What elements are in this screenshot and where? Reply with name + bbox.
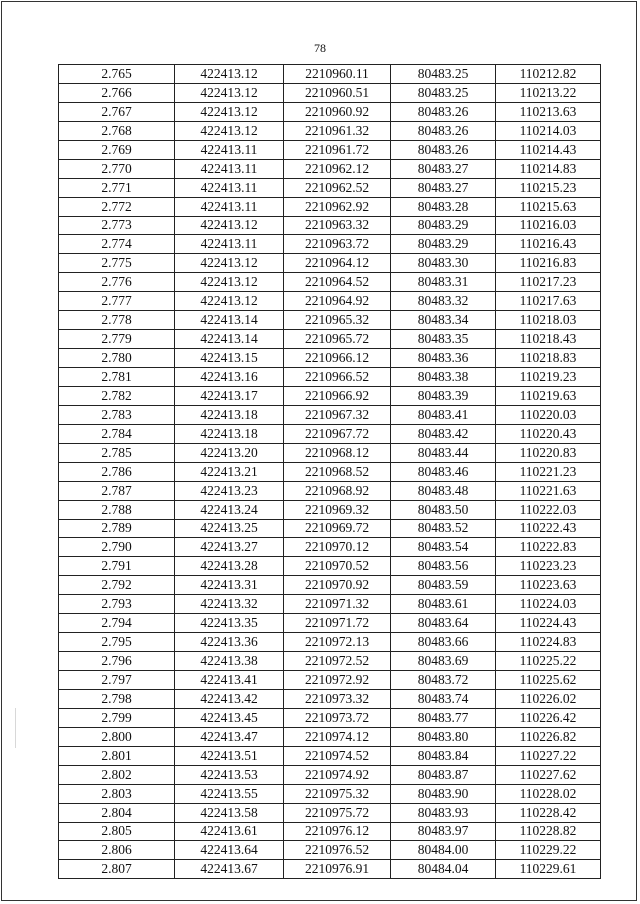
value-d-cell: 110216.43 [496, 235, 601, 254]
table-row [59, 765, 601, 784]
value-d-cell: 110228.02 [496, 784, 601, 803]
point-id-cell: 2.783 [59, 405, 175, 424]
value-c-cell: 80483.38 [391, 368, 496, 387]
value-d-cell: 110220.83 [496, 443, 601, 462]
value-b-cell: 2210962.52 [284, 178, 391, 197]
point-id-cell: 2.768 [59, 121, 175, 140]
value-d-cell: 110224.43 [496, 614, 601, 633]
value-d-cell: 110222.03 [496, 500, 601, 519]
table-row [59, 708, 601, 727]
value-a-cell: 422413.51 [175, 746, 284, 765]
value-c-cell: 80483.74 [391, 689, 496, 708]
table-row [59, 178, 601, 197]
point-id-cell: 2.771 [59, 178, 175, 197]
value-b-cell: 2210971.32 [284, 595, 391, 614]
value-c-cell: 80483.26 [391, 121, 496, 140]
value-b-cell: 2210966.92 [284, 386, 391, 405]
value-b-cell: 2210973.72 [284, 708, 391, 727]
value-b-cell: 2210975.72 [284, 803, 391, 822]
value-d-cell: 110215.63 [496, 197, 601, 216]
value-b-cell: 2210964.92 [284, 292, 391, 311]
value-c-cell: 80483.61 [391, 595, 496, 614]
value-b-cell: 2210967.32 [284, 405, 391, 424]
point-id-cell: 2.781 [59, 368, 175, 387]
table-row [59, 254, 601, 273]
table-row [59, 538, 601, 557]
value-c-cell: 80484.04 [391, 860, 496, 879]
table-row [59, 65, 601, 84]
value-c-cell: 80483.93 [391, 803, 496, 822]
value-d-cell: 110217.23 [496, 273, 601, 292]
value-c-cell: 80483.27 [391, 159, 496, 178]
value-a-cell: 422413.17 [175, 386, 284, 405]
value-a-cell: 422413.12 [175, 254, 284, 273]
point-id-cell: 2.765 [59, 65, 175, 84]
value-d-cell: 110228.42 [496, 803, 601, 822]
point-id-cell: 2.767 [59, 102, 175, 121]
table-row [59, 83, 601, 102]
point-id-cell: 2.773 [59, 216, 175, 235]
value-b-cell: 2210963.72 [284, 235, 391, 254]
value-b-cell: 2210965.72 [284, 330, 391, 349]
value-b-cell: 2210967.72 [284, 424, 391, 443]
value-d-cell: 110218.03 [496, 311, 601, 330]
value-a-cell: 422413.12 [175, 121, 284, 140]
value-b-cell: 2210960.51 [284, 83, 391, 102]
value-a-cell: 422413.18 [175, 405, 284, 424]
value-c-cell: 80483.39 [391, 386, 496, 405]
value-d-cell: 110226.82 [496, 727, 601, 746]
value-c-cell: 80483.46 [391, 462, 496, 481]
table-row [59, 500, 601, 519]
value-b-cell: 2210974.12 [284, 727, 391, 746]
value-b-cell: 2210974.92 [284, 765, 391, 784]
table-row [59, 159, 601, 178]
value-c-cell: 80484.00 [391, 841, 496, 860]
value-c-cell: 80483.26 [391, 102, 496, 121]
value-b-cell: 2210972.52 [284, 652, 391, 671]
value-d-cell: 110226.42 [496, 708, 601, 727]
point-id-cell: 2.782 [59, 386, 175, 405]
value-b-cell: 2210971.72 [284, 614, 391, 633]
value-d-cell: 110225.62 [496, 671, 601, 690]
table-row [59, 746, 601, 765]
value-c-cell: 80483.54 [391, 538, 496, 557]
value-c-cell: 80483.56 [391, 557, 496, 576]
value-b-cell: 2210972.92 [284, 671, 391, 690]
value-c-cell: 80483.32 [391, 292, 496, 311]
value-c-cell: 80483.84 [391, 746, 496, 765]
point-id-cell: 2.785 [59, 443, 175, 462]
value-b-cell: 2210963.32 [284, 216, 391, 235]
table-row [59, 368, 601, 387]
value-d-cell: 110212.82 [496, 65, 601, 84]
table-row [59, 462, 601, 481]
point-id-cell: 2.786 [59, 462, 175, 481]
value-c-cell: 80483.44 [391, 443, 496, 462]
value-b-cell: 2210973.32 [284, 689, 391, 708]
point-id-cell: 2.795 [59, 633, 175, 652]
value-b-cell: 2210968.12 [284, 443, 391, 462]
table-row [59, 614, 601, 633]
table-row [59, 841, 601, 860]
table-row [59, 235, 601, 254]
value-a-cell: 422413.28 [175, 557, 284, 576]
point-id-cell: 2.784 [59, 424, 175, 443]
value-d-cell: 110220.43 [496, 424, 601, 443]
table-row [59, 443, 601, 462]
value-c-cell: 80483.97 [391, 822, 496, 841]
table-row [59, 273, 601, 292]
point-id-cell: 2.780 [59, 349, 175, 368]
value-c-cell: 80483.36 [391, 349, 496, 368]
value-c-cell: 80483.35 [391, 330, 496, 349]
value-b-cell: 2210970.12 [284, 538, 391, 557]
value-b-cell: 2210976.12 [284, 822, 391, 841]
value-d-cell: 110222.83 [496, 538, 601, 557]
point-id-cell: 2.806 [59, 841, 175, 860]
value-b-cell: 2210966.12 [284, 349, 391, 368]
value-b-cell: 2210975.32 [284, 784, 391, 803]
value-a-cell: 422413.14 [175, 330, 284, 349]
point-id-cell: 2.802 [59, 765, 175, 784]
value-a-cell: 422413.14 [175, 311, 284, 330]
table-body [59, 65, 601, 879]
value-c-cell: 80483.48 [391, 481, 496, 500]
value-c-cell: 80483.28 [391, 197, 496, 216]
value-a-cell: 422413.11 [175, 140, 284, 159]
value-c-cell: 80483.87 [391, 765, 496, 784]
table-row [59, 405, 601, 424]
point-id-cell: 2.790 [59, 538, 175, 557]
value-c-cell: 80483.52 [391, 519, 496, 538]
value-b-cell: 2210968.52 [284, 462, 391, 481]
value-a-cell: 422413.42 [175, 689, 284, 708]
value-d-cell: 110224.83 [496, 633, 601, 652]
value-a-cell: 422413.53 [175, 765, 284, 784]
value-b-cell: 2210974.52 [284, 746, 391, 765]
value-d-cell: 110221.63 [496, 481, 601, 500]
value-c-cell: 80483.31 [391, 273, 496, 292]
value-a-cell: 422413.27 [175, 538, 284, 557]
value-a-cell: 422413.41 [175, 671, 284, 690]
point-id-cell: 2.798 [59, 689, 175, 708]
table-row [59, 481, 601, 500]
value-a-cell: 422413.47 [175, 727, 284, 746]
value-b-cell: 2210964.12 [284, 254, 391, 273]
value-b-cell: 2210960.92 [284, 102, 391, 121]
value-d-cell: 110214.03 [496, 121, 601, 140]
value-b-cell: 2210961.32 [284, 121, 391, 140]
point-id-cell: 2.776 [59, 273, 175, 292]
value-a-cell: 422413.24 [175, 500, 284, 519]
value-c-cell: 80483.77 [391, 708, 496, 727]
value-d-cell: 110217.63 [496, 292, 601, 311]
value-c-cell: 80483.59 [391, 576, 496, 595]
table-row [59, 557, 601, 576]
value-d-cell: 110224.03 [496, 595, 601, 614]
table-row [59, 102, 601, 121]
value-a-cell: 422413.35 [175, 614, 284, 633]
value-d-cell: 110227.62 [496, 765, 601, 784]
point-id-cell: 2.769 [59, 140, 175, 159]
value-d-cell: 110214.83 [496, 159, 601, 178]
point-id-cell: 2.774 [59, 235, 175, 254]
value-d-cell: 110225.22 [496, 652, 601, 671]
value-c-cell: 80483.69 [391, 652, 496, 671]
value-c-cell: 80483.25 [391, 83, 496, 102]
value-c-cell: 80483.29 [391, 235, 496, 254]
table-row [59, 860, 601, 879]
value-d-cell: 110220.03 [496, 405, 601, 424]
point-id-cell: 2.796 [59, 652, 175, 671]
value-c-cell: 80483.26 [391, 140, 496, 159]
point-id-cell: 2.770 [59, 159, 175, 178]
table-row [59, 595, 601, 614]
table-row [59, 633, 601, 652]
value-a-cell: 422413.11 [175, 197, 284, 216]
table-row [59, 197, 601, 216]
value-b-cell: 2210968.92 [284, 481, 391, 500]
value-a-cell: 422413.61 [175, 822, 284, 841]
value-a-cell: 422413.67 [175, 860, 284, 879]
value-a-cell: 422413.11 [175, 159, 284, 178]
table-row [59, 121, 601, 140]
value-c-cell: 80483.72 [391, 671, 496, 690]
value-c-cell: 80483.29 [391, 216, 496, 235]
value-b-cell: 2210976.91 [284, 860, 391, 879]
value-a-cell: 422413.20 [175, 443, 284, 462]
value-a-cell: 422413.12 [175, 83, 284, 102]
value-a-cell: 422413.11 [175, 178, 284, 197]
point-id-cell: 2.805 [59, 822, 175, 841]
value-a-cell: 422413.45 [175, 708, 284, 727]
table-row [59, 784, 601, 803]
value-a-cell: 422413.58 [175, 803, 284, 822]
value-d-cell: 110216.03 [496, 216, 601, 235]
point-id-cell: 2.788 [59, 500, 175, 519]
value-d-cell: 110228.82 [496, 822, 601, 841]
value-a-cell: 422413.55 [175, 784, 284, 803]
table-row [59, 311, 601, 330]
point-id-cell: 2.766 [59, 83, 175, 102]
value-b-cell: 2210976.52 [284, 841, 391, 860]
point-id-cell: 2.797 [59, 671, 175, 690]
point-id-cell: 2.793 [59, 595, 175, 614]
value-d-cell: 110223.63 [496, 576, 601, 595]
point-id-cell: 2.803 [59, 784, 175, 803]
value-d-cell: 110221.23 [496, 462, 601, 481]
value-d-cell: 110229.61 [496, 860, 601, 879]
value-c-cell: 80483.64 [391, 614, 496, 633]
value-a-cell: 422413.64 [175, 841, 284, 860]
value-d-cell: 110229.22 [496, 841, 601, 860]
table-row [59, 822, 601, 841]
value-c-cell: 80483.42 [391, 424, 496, 443]
value-a-cell: 422413.18 [175, 424, 284, 443]
value-d-cell: 110227.22 [496, 746, 601, 765]
point-id-cell: 2.779 [59, 330, 175, 349]
value-b-cell: 2210961.72 [284, 140, 391, 159]
table-row [59, 140, 601, 159]
value-b-cell: 2210969.72 [284, 519, 391, 538]
point-id-cell: 2.778 [59, 311, 175, 330]
value-c-cell: 80483.80 [391, 727, 496, 746]
value-c-cell: 80483.41 [391, 405, 496, 424]
table-row [59, 727, 601, 746]
coordinates-table [58, 64, 601, 879]
value-b-cell: 2210969.32 [284, 500, 391, 519]
value-a-cell: 422413.25 [175, 519, 284, 538]
value-a-cell: 422413.16 [175, 368, 284, 387]
table-row [59, 652, 601, 671]
table-row [59, 292, 601, 311]
value-d-cell: 110215.23 [496, 178, 601, 197]
page-number: 78 [314, 41, 326, 55]
value-c-cell: 80483.34 [391, 311, 496, 330]
value-c-cell: 80483.27 [391, 178, 496, 197]
value-a-cell: 422413.32 [175, 595, 284, 614]
point-id-cell: 2.772 [59, 197, 175, 216]
point-id-cell: 2.791 [59, 557, 175, 576]
table-row [59, 216, 601, 235]
value-d-cell: 110214.43 [496, 140, 601, 159]
point-id-cell: 2.800 [59, 727, 175, 746]
value-a-cell: 422413.11 [175, 235, 284, 254]
scan-margin-mark [15, 708, 16, 748]
value-b-cell: 2210962.12 [284, 159, 391, 178]
value-c-cell: 80483.50 [391, 500, 496, 519]
point-id-cell: 2.804 [59, 803, 175, 822]
point-id-cell: 2.801 [59, 746, 175, 765]
value-d-cell: 110216.83 [496, 254, 601, 273]
value-a-cell: 422413.36 [175, 633, 284, 652]
value-c-cell: 80483.66 [391, 633, 496, 652]
value-c-cell: 80483.25 [391, 65, 496, 84]
value-d-cell: 110223.23 [496, 557, 601, 576]
value-d-cell: 110219.23 [496, 368, 601, 387]
value-a-cell: 422413.21 [175, 462, 284, 481]
table-row [59, 330, 601, 349]
table-row [59, 576, 601, 595]
value-a-cell: 422413.23 [175, 481, 284, 500]
value-d-cell: 110226.02 [496, 689, 601, 708]
point-id-cell: 2.787 [59, 481, 175, 500]
value-b-cell: 2210965.32 [284, 311, 391, 330]
value-d-cell: 110218.43 [496, 330, 601, 349]
value-c-cell: 80483.30 [391, 254, 496, 273]
table-row [59, 349, 601, 368]
value-b-cell: 2210960.11 [284, 65, 391, 84]
value-a-cell: 422413.12 [175, 216, 284, 235]
value-d-cell: 110219.63 [496, 386, 601, 405]
table-row [59, 386, 601, 405]
table-row [59, 803, 601, 822]
value-b-cell: 2210966.52 [284, 368, 391, 387]
point-id-cell: 2.775 [59, 254, 175, 273]
value-d-cell: 110218.83 [496, 349, 601, 368]
point-id-cell: 2.777 [59, 292, 175, 311]
value-a-cell: 422413.15 [175, 349, 284, 368]
value-a-cell: 422413.12 [175, 65, 284, 84]
table-row [59, 424, 601, 443]
table-row [59, 519, 601, 538]
value-a-cell: 422413.12 [175, 102, 284, 121]
value-a-cell: 422413.31 [175, 576, 284, 595]
value-d-cell: 110222.43 [496, 519, 601, 538]
table-row [59, 671, 601, 690]
value-a-cell: 422413.12 [175, 292, 284, 311]
point-id-cell: 2.792 [59, 576, 175, 595]
value-b-cell: 2210970.92 [284, 576, 391, 595]
value-a-cell: 422413.38 [175, 652, 284, 671]
point-id-cell: 2.799 [59, 708, 175, 727]
value-d-cell: 110213.22 [496, 83, 601, 102]
point-id-cell: 2.807 [59, 860, 175, 879]
value-b-cell: 2210972.13 [284, 633, 391, 652]
value-c-cell: 80483.90 [391, 784, 496, 803]
point-id-cell: 2.789 [59, 519, 175, 538]
point-id-cell: 2.794 [59, 614, 175, 633]
value-b-cell: 2210970.52 [284, 557, 391, 576]
value-b-cell: 2210962.92 [284, 197, 391, 216]
value-a-cell: 422413.12 [175, 273, 284, 292]
value-b-cell: 2210964.52 [284, 273, 391, 292]
value-d-cell: 110213.63 [496, 102, 601, 121]
table-row [59, 689, 601, 708]
